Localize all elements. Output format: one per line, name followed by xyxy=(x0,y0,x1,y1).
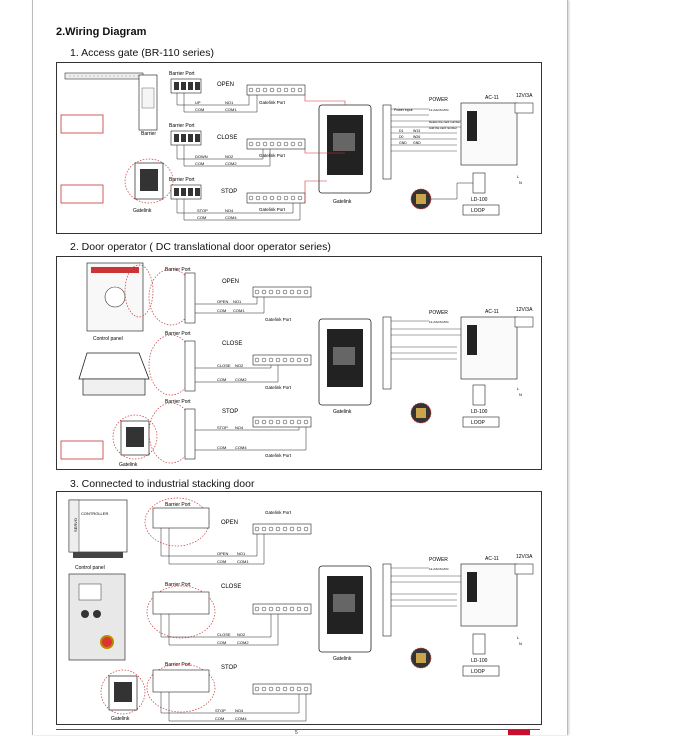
wire-label: NO1 xyxy=(237,551,246,556)
section-title-1: 1. Access gate (BR-110 series) xyxy=(70,47,214,59)
gatelink-label: Gatelink xyxy=(333,656,352,662)
wire-label: COM2 xyxy=(237,640,249,645)
controller-label: CONTROLLER xyxy=(81,511,109,516)
power-voltage: 12-24V/AC/DC xyxy=(429,567,449,571)
open-row xyxy=(145,498,311,564)
close-label: CLOSE xyxy=(221,584,242,590)
open-label: OPEN xyxy=(222,279,240,285)
close-row xyxy=(149,331,311,395)
gatelink-controller xyxy=(319,319,371,415)
l-label: L xyxy=(517,386,520,391)
barrier-port-label: Barrier Port xyxy=(165,331,191,337)
barrier-port-label: Barrier Port xyxy=(169,71,195,77)
stacking-door-control-box xyxy=(69,574,125,660)
gatelink-label: Gatelink xyxy=(333,409,352,415)
wire-label: COM xyxy=(217,559,227,564)
wire-label: D1 xyxy=(399,129,404,133)
close-label: CLOSE xyxy=(222,341,243,347)
open-label: OPEN xyxy=(221,520,239,526)
wire-label: GND xyxy=(399,141,407,145)
gatelink-label: Gatelink xyxy=(333,199,352,205)
control-panel-board xyxy=(87,263,153,342)
wire-label: NO2 xyxy=(225,154,234,159)
gatelink-device xyxy=(125,159,173,214)
section-title-2: 2. Door operator ( DC translational door operator series) xyxy=(70,241,331,253)
stop-row xyxy=(147,662,311,721)
loop-label: LOOP xyxy=(471,420,485,426)
power-input-label: Power input xyxy=(394,108,413,112)
gatelink-port-label: Gatelink Port xyxy=(265,453,292,458)
n-label: N xyxy=(519,641,522,646)
wire-label: D0 xyxy=(399,135,404,139)
gatelink-port-label: Gatelink Port xyxy=(265,510,292,515)
wiring-diagram-2 xyxy=(57,257,541,469)
barrier-label: Barrier xyxy=(141,131,157,137)
stop-row xyxy=(149,399,311,463)
gatelink-port-label: Gatelink Port xyxy=(265,317,292,322)
barrier-port-label: Barrier Port xyxy=(165,582,191,588)
close-label: CLOSE xyxy=(217,135,238,141)
wiring-diagram-1 xyxy=(57,63,541,233)
n-label: N xyxy=(519,180,522,185)
wire-label: COM4 xyxy=(235,716,247,721)
stop-label: STOP xyxy=(221,189,238,195)
power-label: POWER xyxy=(429,557,448,563)
barrier-port-label: Barrier Port xyxy=(165,399,191,405)
power-voltage: 12-24V/AC/DC xyxy=(429,320,449,324)
wire-label: COM xyxy=(217,445,227,450)
ac11-reader xyxy=(461,93,533,165)
gatelink-port-label: Gatelink Port xyxy=(265,385,292,390)
gatelink-port-label: Gatelink Port xyxy=(259,100,286,105)
wire-label: NO4 xyxy=(235,425,244,430)
ac11-reader xyxy=(461,307,533,379)
wire-label: STOP xyxy=(197,208,208,213)
wire-label: STOP xyxy=(217,425,228,430)
wire-label: OPEN xyxy=(217,551,229,556)
wire-label: COM4 xyxy=(235,445,247,450)
wire-label: COM2 xyxy=(235,377,247,382)
wiring-diagram-3 xyxy=(57,492,541,724)
close-row xyxy=(147,582,311,645)
ld100-label: LD-100 xyxy=(471,658,488,664)
barrier-port-label: Barrier Port xyxy=(165,662,191,668)
wire-label: CLOSE xyxy=(217,363,231,368)
wire-label: UP xyxy=(195,100,201,105)
note-box xyxy=(61,115,103,133)
ld100-detector xyxy=(411,173,522,215)
gatelink-device xyxy=(101,670,145,722)
page-title: 2.Wiring Diagram xyxy=(56,26,147,38)
ac11-label: AC-11 xyxy=(485,95,499,101)
diagram-panel-1 xyxy=(56,62,542,234)
brand-tag xyxy=(508,730,530,735)
door-operator-motor xyxy=(79,353,149,395)
stop-label: STOP xyxy=(221,665,238,671)
ac11-label: AC-11 xyxy=(485,556,499,562)
gatelink-port-label: Gatelink Port xyxy=(259,207,286,212)
barrier-port-label: Barrier Port xyxy=(165,502,191,508)
l-label: L xyxy=(517,635,520,640)
wire-label: NO4 xyxy=(225,208,234,213)
ld100-detector xyxy=(411,634,522,676)
note-box xyxy=(61,185,103,203)
add-card-label: Add the card number xyxy=(429,126,458,130)
gatelink-device xyxy=(113,415,157,468)
l-label: L xyxy=(517,174,520,179)
gatelink-label: Gatelink xyxy=(133,208,152,214)
wire-label: COM2 xyxy=(225,161,237,166)
wire-label: W26 xyxy=(413,135,421,139)
wire-label: DOWN xyxy=(195,154,208,159)
adapter-label: 12V/3A xyxy=(516,554,533,560)
diagram-panel-3 xyxy=(56,491,542,725)
adapter-label: 12V/3A xyxy=(516,93,533,99)
wire-label: STOP xyxy=(215,708,226,713)
power-label: POWER xyxy=(429,310,448,316)
power-voltage: 12-24V/AC/DC xyxy=(429,108,449,112)
gatelink-controller xyxy=(305,95,371,205)
open-row xyxy=(149,267,311,325)
wire-label: COM xyxy=(197,215,207,220)
wire-label: COM1 xyxy=(233,308,245,313)
adapter-label: 12V/3A xyxy=(516,307,533,313)
wire-label: COM xyxy=(217,377,227,382)
section-title-3: 3. Connected to industrial stacking door xyxy=(70,478,255,490)
ld100-detector xyxy=(411,385,522,427)
gatelink-label: Gatelink xyxy=(119,462,138,468)
delete-card-label: Delete the card number xyxy=(429,120,461,124)
open-label: OPEN xyxy=(217,82,235,88)
wire-label: COM xyxy=(195,161,205,166)
power-label: POWER xyxy=(429,97,448,103)
wire-label: COM4 xyxy=(225,215,237,220)
wire-label: COM xyxy=(217,308,227,313)
footer-rule xyxy=(56,729,540,730)
gatelink-label: Gatelink xyxy=(111,716,130,722)
control-panel-label: Control panel xyxy=(93,336,123,342)
barrier-port-label: Barrier Port xyxy=(169,177,195,183)
wire-label: CLOSE xyxy=(217,632,231,637)
control-panel-label: Control panel xyxy=(75,565,105,571)
wire-label: COM xyxy=(215,716,225,721)
stop-row xyxy=(169,177,305,220)
barrier-port-label: Barrier Port xyxy=(169,123,195,129)
n-label: N xyxy=(519,392,522,397)
loop-label: LOOP xyxy=(471,669,485,675)
wire-label: COM xyxy=(195,107,205,112)
servo-label: SERVO xyxy=(73,518,78,532)
stop-label: STOP xyxy=(222,409,239,415)
servo-controller-panel xyxy=(69,500,127,571)
wire-label: NO1 xyxy=(233,299,242,304)
wire-label: NO1 xyxy=(225,100,234,105)
wire-label: OPEN xyxy=(217,299,229,304)
gatelink-controller xyxy=(319,566,371,662)
ac11-label: AC-11 xyxy=(485,309,499,315)
wire-label: W13 xyxy=(413,129,421,133)
wire-label: GND xyxy=(413,141,421,145)
wire-label: NO4 xyxy=(235,708,244,713)
wire-label: COM xyxy=(217,640,227,645)
close-row xyxy=(169,123,305,166)
wire-label: NO2 xyxy=(235,363,244,368)
ld100-label: LD-100 xyxy=(471,197,488,203)
ac11-reader xyxy=(461,554,533,626)
barrier-port-label: Barrier Port xyxy=(165,267,191,273)
note-box xyxy=(61,441,103,459)
open-row xyxy=(169,71,305,112)
gatelink-port-label: Gatelink Port xyxy=(259,153,286,158)
wire-label: COM1 xyxy=(225,107,237,112)
loop-label: LOOP xyxy=(471,208,485,214)
diagram-panel-2 xyxy=(56,256,542,470)
ld100-label: LD-100 xyxy=(471,409,488,415)
page-number: 5 xyxy=(295,730,298,736)
wire-label: NO2 xyxy=(237,632,246,637)
wire-label: COM1 xyxy=(237,559,249,564)
